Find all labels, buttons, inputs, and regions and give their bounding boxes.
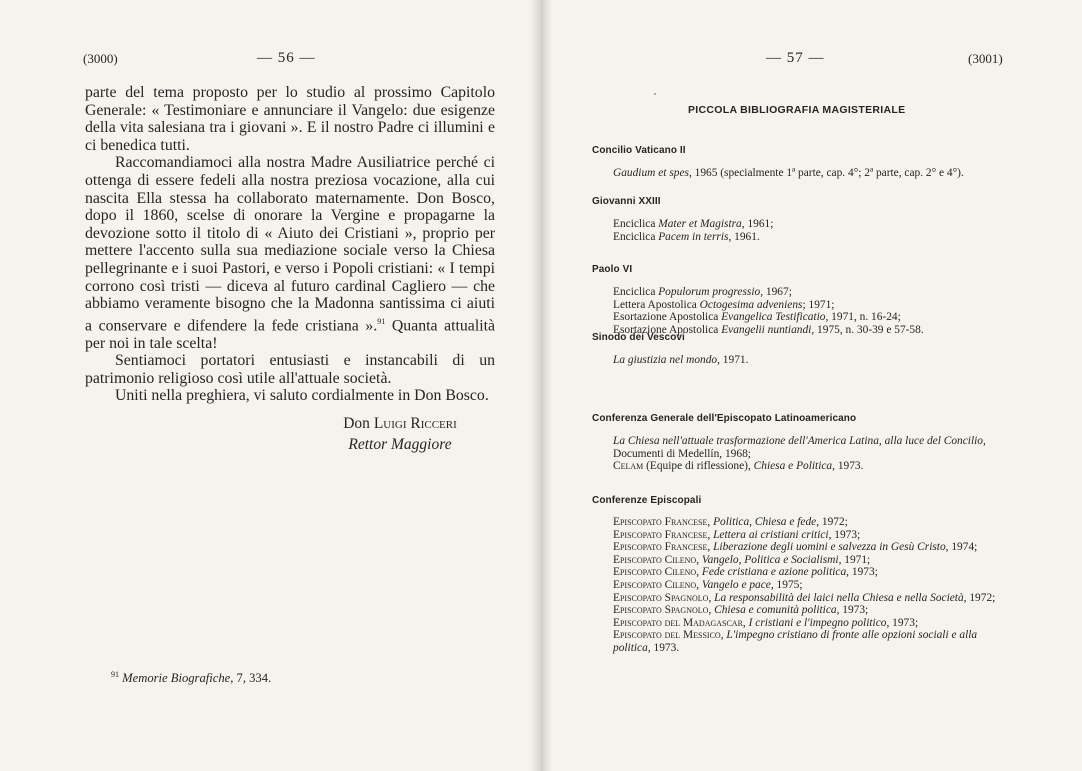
- folio-right: — 57 —: [766, 50, 825, 66]
- signature-title: Rettor Maggiore: [348, 436, 452, 453]
- page-code-right: (3001): [968, 51, 1003, 66]
- bib-entry: Enciclica Mater et Magistra, 1961;: [613, 218, 774, 230]
- signature-name: Don Luigi Ricceri: [343, 415, 457, 432]
- section-paolo: [592, 264, 1012, 336]
- bib-entry: Episcopato Francese, Liberazione degli uomini e salvezza in Gesù Cristo, 1974;: [613, 541, 978, 554]
- book-gutter: [530, 0, 552, 771]
- footnote: [111, 670, 271, 686]
- signature: [335, 413, 465, 455]
- bib-entry: Episcopato Francese, Lettera ai cristiani critici, 1973;: [613, 528, 861, 541]
- footnote-title: Memorie Biografiche: [122, 671, 231, 686]
- footnote-ref: 91: [377, 316, 386, 326]
- bib-entry: Episcopato Spagnolo, La responsabilità dei laici nella Chiesa e nella Società, 1972;: [613, 591, 996, 604]
- section-heading: Paolo VI: [592, 264, 633, 275]
- bib-entry: Episcopato Francese, Politica, Chiesa e fede, 1972;: [613, 516, 848, 528]
- bib-entry: Episcopato del Madagascar, I cristiani e l'impegno politico, 1973;: [613, 616, 919, 629]
- bib-entry: La giustizia nel mondo, 1971.: [613, 354, 749, 366]
- section-heading: Sinodo dei Vescovi: [592, 332, 685, 343]
- bib-entry: Esortazione Apostolica Evangelii nuntiandi, 1975, n. 30-39 e 57-58.: [613, 323, 924, 336]
- section-heading: Concilio Vaticano II: [592, 145, 686, 156]
- section-giovanni: [592, 196, 1012, 243]
- bib-entry: Celam (Equipe di riflessione), Chiesa e Politica, 1973.: [613, 460, 864, 473]
- section-sinodo: [592, 332, 1012, 367]
- letter-body: [85, 84, 495, 405]
- section-conferenze: [592, 495, 1012, 655]
- bib-entry: Esortazione Apostolica Evangelica Testificatio, 1971, n. 16-24;: [613, 311, 901, 324]
- section-heading: Conferenze Episcopali: [592, 495, 702, 506]
- bib-entry: Episcopato Spagnolo, Chiesa e comunità politica, 1973;: [613, 604, 869, 617]
- paragraph-1: parte del tema proposto per lo studio al prossimo Capitolo Generale: « Testimoniare e annunciare il Vangelo: due esigenze della vita salesiana tra i giovani ». E il nostro Padre ci illumini e ci benedica tutti.: [85, 84, 495, 154]
- paragraph-4: Uniti nella preghiera, vi saluto cordialmente in Don Bosco.: [115, 387, 489, 405]
- left-page: [0, 0, 537, 771]
- paragraph-3: Sentiamoci portatori entusiasti e instancabili di un patrimonio religioso così utile all'attuale società.: [85, 352, 495, 387]
- section-heading: Giovanni XXIII: [592, 196, 661, 207]
- folio-left: — 56 —: [257, 50, 316, 66]
- footnote-number: 91: [111, 670, 119, 679]
- scan-speck: [654, 93, 656, 95]
- bibliography-title: PICCOLA BIBLIOGRAFIA MAGISTERIALE: [688, 104, 906, 116]
- paragraph-2: Raccomandiamoci alla nostra Madre Ausiliatrice perché ci ottenga di essere fedeli alla nostra preziosa vocazione, alla cui nascita Ella stessa ha collaborato maternamente. Don Bosco, dopo il 1860, scelse di onorare la Vergine e propagarne la devozione sotto il titolo di « Aiuto dei Cristiani », proprio per mettere l'accento sulla sua mediazione sociale verso la Chiesa pellegrinante e i suoi Pastori, e verso i Popoli cristiani: « I tempi corrono così tristi — diceva al futuro cardinal Cagliero — che abbiamo veramente bisogno che la Madonna santissima ci aiuti a conservare e difendere la fede cristiana ».$^{91}$ Quanta attualità per noi in tale scelta!: [85, 154, 495, 352]
- bib-entry: Lettera Apostolica Octogesima adveniens; 1971;: [613, 298, 835, 311]
- footnote-reference: , 7, 334.: [230, 671, 272, 686]
- page-code-left: (3000): [83, 51, 118, 66]
- bib-entry: La Chiesa nell'attuale trasformazione dell'America Latina, alla luce del Concilio, Documenti di Medellín, 1968;: [613, 435, 986, 460]
- bib-entry: Episcopato Cileno, Vangelo, Politica e Socialismi, 1971;: [613, 553, 871, 566]
- section-heading: Conferenza Generale dell'Episcopato Latinoamericano: [592, 413, 857, 424]
- section-concilio: [592, 145, 1012, 180]
- bib-entry: Enciclica Pacem in terris, 1961.: [613, 230, 760, 243]
- bib-entry: Episcopato Cileno, Fede cristiana e azione politica, 1973;: [613, 566, 878, 579]
- bib-entry: Episcopato Cileno, Vangelo e pace, 1975;: [613, 578, 803, 591]
- section-celam: [592, 413, 1012, 473]
- bib-entry: Episcopato del Messico, L'impegno cristiano di fronte alle opzioni sociali e alla politica, 1973.: [613, 629, 978, 654]
- bib-entry: Enciclica Populorum progressio, 1967;: [613, 286, 792, 298]
- bib-entry: Gaudium et spes, 1965 (specialmente 1ª parte, cap. 4°; 2ª parte, cap. 2° e 4°).: [613, 167, 964, 179]
